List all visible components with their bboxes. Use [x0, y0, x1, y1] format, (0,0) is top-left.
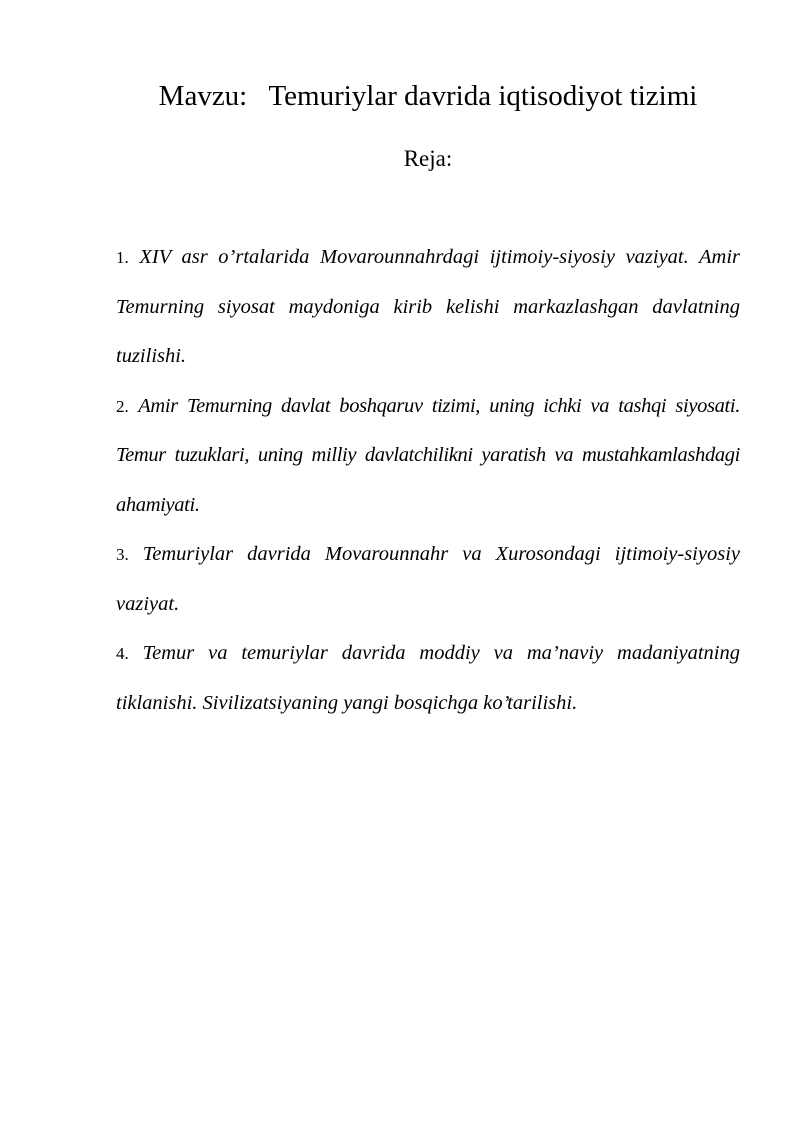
- plan-item-text: XIV asr o’rtalarida Movarounnahrdagi ijtimoiy-siyosiy vaziyat. Amir Temurning siyosat maydoniga kirib kelishi markazlashgan davlatning tuzilishi.: [116, 246, 740, 367]
- plan-item-1: [116, 233, 740, 382]
- plan-item-number: 2.: [116, 396, 129, 416]
- document-title: Mavzu: Temuriylar davrida iqtisodiyot tizimi: [158, 80, 698, 112]
- plan-heading: Reja:: [403, 146, 453, 171]
- plan-item-text: Amir Temurning davlat boshqaruv tizimi, uning ichki va tashqi siyosati. Temur tuzuklari, uning milliy davlatchilikni yaratish va mustahkamlashdagi ahamiyati.: [116, 394, 741, 516]
- plan-item-text: Temuriylar davrida Movarounnahr va Xurosondagi ijtimoiy-siyosiy vaziyat.: [116, 543, 740, 615]
- plan-item-number: 1.: [116, 248, 129, 267]
- plan-list: [116, 233, 740, 728]
- plan-item-2: [116, 382, 740, 531]
- plan-item-number: 3.: [116, 545, 129, 564]
- plan-item-3: [116, 530, 740, 629]
- plan-item-text: Temur va temuriylar davrida moddiy va ma’naviy madaniyatning tiklanishi. Sivilizatsiyaning yangi bosqichga ko’tarilishi.: [116, 642, 741, 714]
- plan-item-number: 4.: [116, 644, 129, 663]
- plan-item-4: [116, 629, 740, 728]
